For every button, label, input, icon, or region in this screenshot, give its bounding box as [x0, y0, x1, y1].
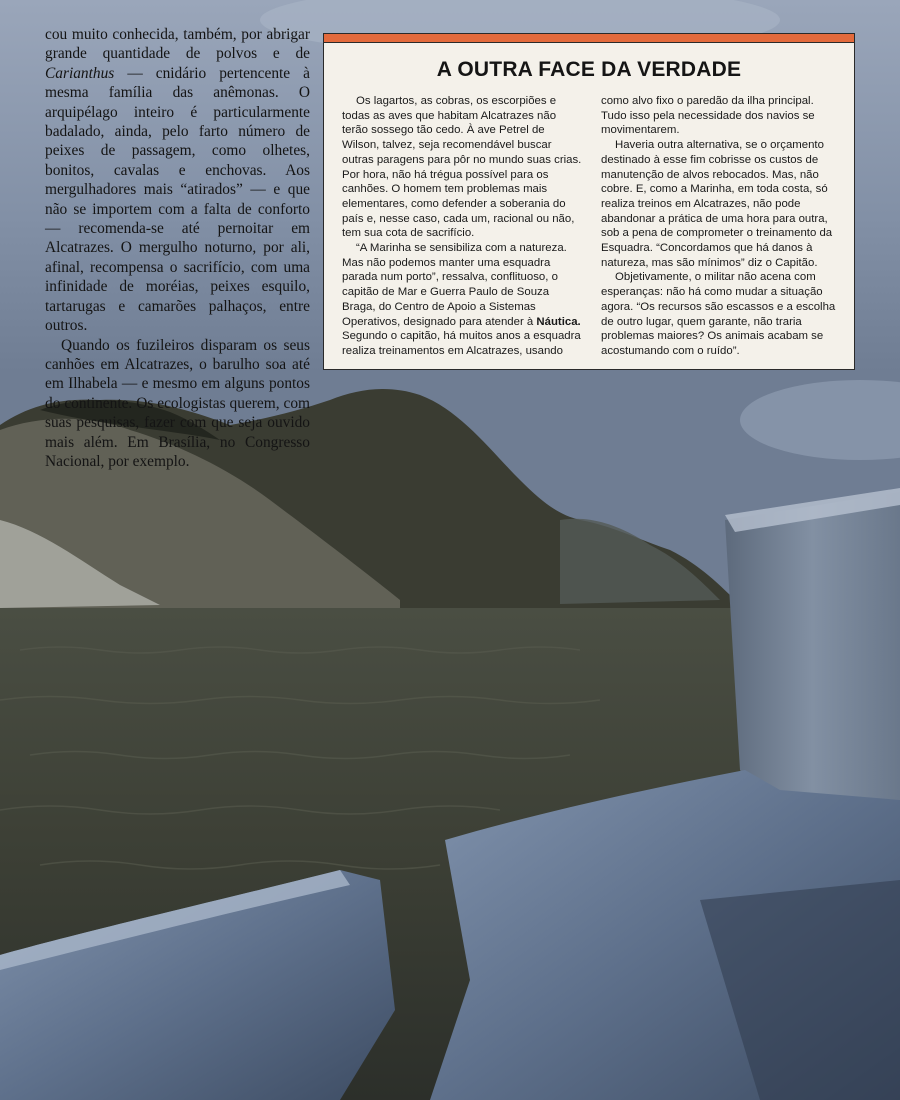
text-run: Segundo o capitão, há muitos anos a esquadra realiza treinamentos em Alcatrazes, usando	[342, 330, 581, 357]
bold-term: Náutica.	[536, 315, 581, 328]
accent-bar	[324, 34, 854, 43]
box-paragraph: Haveria outra alternativa, se o orçamento destinado à esse fim cobrisse os custos de manutenção de alvos rebocados. Mas, não cobre. E, como a Marinha, em toda costa, só realiza treinos em Alcatrazes, não pode abandonar a prática de uma hora para outra, sob a pena de comprometer o treinamento da Esquadra. “Concordamos que há danos à natureza, mas são mínimos” diz o Capitão.	[601, 139, 833, 269]
text-run: cou muito conhecida, também, por abrigar grande quantidade de polvos e de	[45, 26, 310, 63]
box-paragraph: como alvo fixo o paredão da ilha principal. Tudo isso pela necessidade dos navios se movimentarem.	[601, 95, 815, 137]
box-column-2	[601, 94, 842, 359]
box-column-1	[342, 94, 583, 359]
box-columns	[342, 94, 842, 359]
article-paragraph	[45, 25, 310, 336]
box-title: A OUTRA FACE DA VERDADE	[436, 58, 742, 81]
text-run: — cnidário pertencente à mesma família das anêmonas. O arquipélago inteiro é particularmente badalado, ainda, pelo farto número de peixes de passagem, como olhetes, bonitos, cavalas e enchovas. Aos mergulhadores mais “atirados” — e que não se importem com a falta de conforto — recomenda-se até pernoitar em Alcatrazes. O mergulho noturno, por ali, afinal, recompensa o sacrifício, com uma infinidade de moréias, peixes esquilo, tartarugas e camarões palhaços, entre outros.	[45, 64, 310, 335]
box-paragraph	[342, 241, 583, 359]
article-left-column	[45, 25, 310, 471]
box-paragraph: Os lagartos, as cobras, os escorpiões e todas as aves que habitam Alcatrazes não terão sossego tão cedo. À ave Petrel de Wilson, talvez, seja recomendável buscar outras paragens para pôr no mundo suas crias. Por hora, não há trégua possível para os canhões. O homem tem problemas mais elementares, como defender a soberania do país e, nesse caso, cada um, racional ou não, tem sua cota de sacrifício.	[342, 95, 582, 240]
text-run: “A Marinha se sensibiliza com a natureza. Mas não podemos manter uma esquadra parada num porto”, ressalva, conflituoso, o capitão de Mar e Guerra Paulo de Souza Braga, do Centro de Apoio a Sistemas Operativos, designado para atender à	[342, 242, 567, 328]
box-paragraph: Objetivamente, o militar não acena com esperanças: não há como mudar a situação agora. “Os recursos são escassos e a escolha de outro lugar, quem garante, não traria problemas maiores? Os animais acabam se acostumando com o ruído”.	[601, 271, 836, 357]
article-paragraph: Quando os fuzileiros disparam os seus canhões em Alcatrazes, o barulho soa até em Ilhabela — e mesmo em alguns pontos do continente. Os ecologistas querem, com suas pesquisas, fazer com que seja ouvido mais além. Em Brasília, no Congresso Nacional, por exemplo.	[45, 336, 310, 470]
italic-term: Carianthus	[45, 64, 115, 82]
sidebar-box	[323, 33, 855, 370]
